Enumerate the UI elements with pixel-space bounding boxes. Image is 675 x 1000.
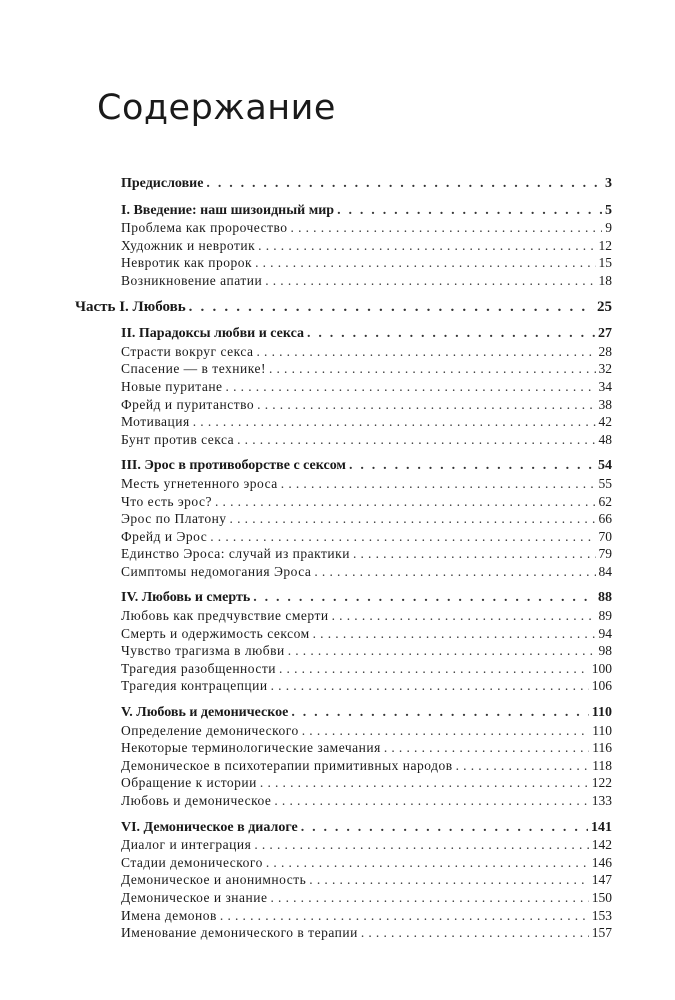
toc-entry-title: V. Любовь и демоническое	[121, 705, 289, 721]
toc-entry-page: 28	[598, 343, 612, 359]
dot-leader	[220, 907, 589, 925]
dot-leader	[226, 378, 596, 396]
dot-leader	[257, 396, 595, 414]
page-title: Содержание	[97, 88, 336, 128]
dot-leader	[237, 431, 595, 449]
toc-entry-page: 9	[605, 220, 612, 236]
toc-entry-page: 110	[591, 705, 612, 721]
toc-entry-page: 34	[598, 378, 612, 394]
dot-leader	[279, 660, 589, 678]
dot-leader	[288, 642, 596, 660]
toc-entry-title: Любовь и демоническое	[121, 793, 272, 808]
toc-entry-section	[75, 493, 612, 511]
dot-leader	[215, 493, 596, 511]
toc-entry-section	[75, 836, 612, 854]
toc-entry-section	[75, 854, 612, 872]
toc-entry-title: Что есть эрос?	[121, 493, 212, 509]
toc-entry-page: 89	[598, 608, 612, 624]
toc-entry-title: Демоническое в психотерапии примитивных народов	[121, 757, 453, 773]
toc-entry-title: I. Введение: наш шизоидный мир	[121, 202, 335, 218]
toc-entry-title: II. Парадоксы любви и секса	[121, 326, 304, 342]
toc-entry-section	[75, 642, 612, 660]
toc-entry-page: 88	[598, 590, 612, 606]
table-of-contents	[75, 175, 612, 942]
toc-entry-page: 157	[591, 925, 612, 941]
toc-entry-page: 12	[598, 237, 612, 253]
toc-entry-page: 153	[591, 907, 612, 923]
toc-entry-page: 3	[605, 176, 612, 191]
dot-leader	[254, 836, 588, 854]
toc-entry-page: 122	[591, 775, 612, 791]
toc-entry-section	[75, 774, 612, 792]
toc-entry-title: Фрейд и Эрос	[121, 528, 208, 544]
dot-leader	[255, 254, 595, 272]
toc-entry-page: 147	[591, 872, 612, 888]
toc-entry-title: Проблема как пророчество	[121, 220, 288, 236]
dot-leader	[307, 325, 595, 343]
toc-entry-page: 146	[591, 854, 612, 870]
toc-entry-title: IV. Любовь и смерть	[121, 590, 251, 606]
toc-entry-title: Художник и невротик	[121, 237, 256, 253]
toc-entry-title: Часть I. Любовь	[75, 298, 186, 315]
toc-entry-section	[75, 378, 612, 396]
toc-entry-page: 100	[591, 660, 612, 676]
dot-leader	[253, 589, 595, 607]
toc-entry-page: 27	[598, 326, 612, 342]
dot-leader	[260, 774, 589, 792]
toc-entry-chapter	[75, 457, 612, 475]
toc-entry-page: 62	[598, 493, 612, 509]
toc-entry-chapter	[75, 325, 612, 343]
toc-entry-section	[75, 413, 612, 431]
toc-entry-section	[75, 360, 612, 378]
dot-leader	[270, 889, 588, 907]
toc-entry-chapter	[75, 202, 612, 220]
toc-entry-page: 133	[591, 793, 612, 808]
toc-entry-title: Страсти вокруг секса	[121, 343, 254, 359]
toc-entry-page: 110	[592, 722, 612, 738]
dot-leader	[256, 343, 595, 361]
toc-entry-section	[75, 889, 612, 907]
toc-entry-page: 5	[605, 202, 612, 218]
toc-entry-chapter	[75, 589, 612, 607]
toc-entry-section	[75, 907, 612, 925]
toc-entry-page: 79	[598, 546, 612, 562]
toc-entry-section	[75, 475, 612, 493]
toc-entry-section	[75, 545, 612, 563]
toc-entry-section	[75, 528, 612, 546]
toc-entry-page: 15	[598, 255, 612, 271]
toc-entry-title: Определение демонического	[121, 722, 299, 738]
dot-leader	[281, 475, 596, 493]
toc-entry-title: Мотивация	[121, 414, 190, 430]
dot-leader	[353, 545, 596, 563]
toc-entry-title: Чувство трагизма в любви	[121, 643, 285, 659]
toc-entry-section	[75, 431, 612, 449]
dot-leader	[266, 854, 589, 872]
dot-leader	[265, 272, 595, 290]
toc-entry-title: Демоническое и анонимность	[121, 872, 307, 888]
dot-leader	[314, 563, 595, 581]
toc-entry-title: Единство Эроса: случай из практики	[121, 546, 350, 562]
toc-entry-title: Любовь как предчувствие смерти	[121, 608, 329, 624]
toc-entry-section	[75, 757, 612, 775]
toc-entry-title: Стадии демонического	[121, 854, 263, 870]
toc-entry-title: Месть угнетенного эроса	[121, 475, 278, 491]
toc-entry-page: 142	[591, 837, 612, 853]
dot-leader	[258, 237, 595, 255]
toc-entry-page: 55	[598, 475, 612, 491]
toc-entry-title: Некоторые терминологические замечания	[121, 740, 381, 756]
toc-entry-title: Фрейд и пуританство	[121, 396, 255, 412]
toc-entry-page: 150	[591, 889, 612, 905]
toc-entry-page: 141	[591, 819, 612, 835]
toc-entry-section	[75, 254, 612, 272]
toc-entry-chapter	[75, 175, 612, 193]
toc-entry-page: 18	[598, 272, 612, 288]
toc-entry-title: Невротик как пророк	[121, 255, 253, 271]
toc-entry-title: Симптомы недомогания Эроса	[121, 563, 312, 579]
toc-entry-title: Бунт против секса	[121, 431, 235, 447]
toc-entry-title: Новые пуритане	[121, 378, 223, 394]
dot-leader	[274, 792, 588, 810]
toc-entry-section	[75, 625, 612, 643]
dot-leader	[384, 739, 589, 757]
dot-leader	[193, 413, 596, 431]
toc-entry-page: 118	[592, 757, 612, 773]
toc-entry-title: Трагедия контрацепции	[121, 678, 268, 694]
toc-entry-section	[75, 871, 612, 889]
toc-entry-section	[75, 924, 612, 942]
dot-leader	[271, 677, 589, 695]
toc-entry-section	[75, 272, 612, 290]
toc-entry-title: Обращение к истории	[121, 775, 257, 791]
dot-leader	[309, 871, 588, 889]
toc-entry-section	[75, 563, 612, 581]
dot-leader	[337, 202, 602, 220]
dot-leader	[210, 528, 595, 546]
toc-entry-page: 94	[598, 625, 612, 641]
toc-entry-section	[75, 237, 612, 255]
dot-leader	[332, 607, 596, 625]
toc-entry-chapter	[75, 704, 612, 722]
toc-entry-section	[75, 677, 612, 695]
dot-leader	[361, 924, 589, 942]
toc-entry-section	[75, 660, 612, 678]
dot-leader	[302, 722, 590, 740]
dot-leader	[313, 625, 596, 643]
toc-entry-section	[75, 739, 612, 757]
toc-entry-page: 66	[598, 511, 612, 527]
toc-entry-title: Диалог и интеграция	[121, 837, 252, 853]
dot-leader	[456, 757, 590, 775]
toc-entry-page: 106	[591, 678, 612, 694]
toc-entry-title: Смерть и одержимость сексом	[121, 625, 310, 641]
toc-entry-section	[75, 343, 612, 361]
toc-entry-section	[75, 792, 612, 810]
toc-entry-chapter	[75, 819, 612, 837]
toc-entry-page: 98	[598, 643, 612, 659]
toc-entry-section	[75, 722, 612, 740]
dot-leader	[230, 510, 596, 528]
toc-entry-page: 38	[598, 396, 612, 412]
toc-entry-page: 54	[598, 458, 612, 474]
toc-entry-part	[75, 299, 612, 317]
toc-entry-title: III. Эрос в противоборстве с сексом	[121, 458, 346, 474]
toc-entry-page: 84	[598, 563, 612, 579]
toc-entry-title: Имена демонов	[121, 907, 217, 923]
dot-leader	[291, 219, 603, 237]
toc-entry-title: Спасение — в технике!	[121, 361, 266, 377]
toc-entry-page: 32	[598, 361, 612, 377]
dot-leader	[291, 704, 588, 722]
toc-entry-title: Демоническое и знание	[121, 889, 268, 905]
toc-entry-title: VI. Демоническое в диалоге	[121, 819, 298, 835]
toc-entry-title: Трагедия разобщенности	[121, 660, 276, 676]
dot-leader	[269, 360, 596, 378]
toc-entry-title: Предисловие	[121, 176, 204, 191]
toc-entry-section	[75, 219, 612, 237]
toc-entry-section	[75, 607, 612, 625]
dot-leader	[206, 175, 602, 193]
dot-leader	[301, 819, 588, 837]
toc-entry-section	[75, 510, 612, 528]
toc-entry-title: Именование демонического в терапии	[121, 925, 358, 941]
dot-leader	[349, 457, 595, 475]
toc-entry-page: 70	[598, 528, 612, 544]
toc-entry-page: 42	[598, 414, 612, 430]
toc-entry-title: Возникновение апатии	[121, 272, 263, 288]
toc-entry-page: 116	[592, 740, 612, 756]
toc-entry-page: 48	[598, 431, 612, 447]
dot-leader	[189, 299, 594, 317]
toc-entry-page: 25	[597, 298, 612, 315]
toc-entry-title: Эрос по Платону	[121, 511, 227, 527]
toc-entry-section	[75, 396, 612, 414]
